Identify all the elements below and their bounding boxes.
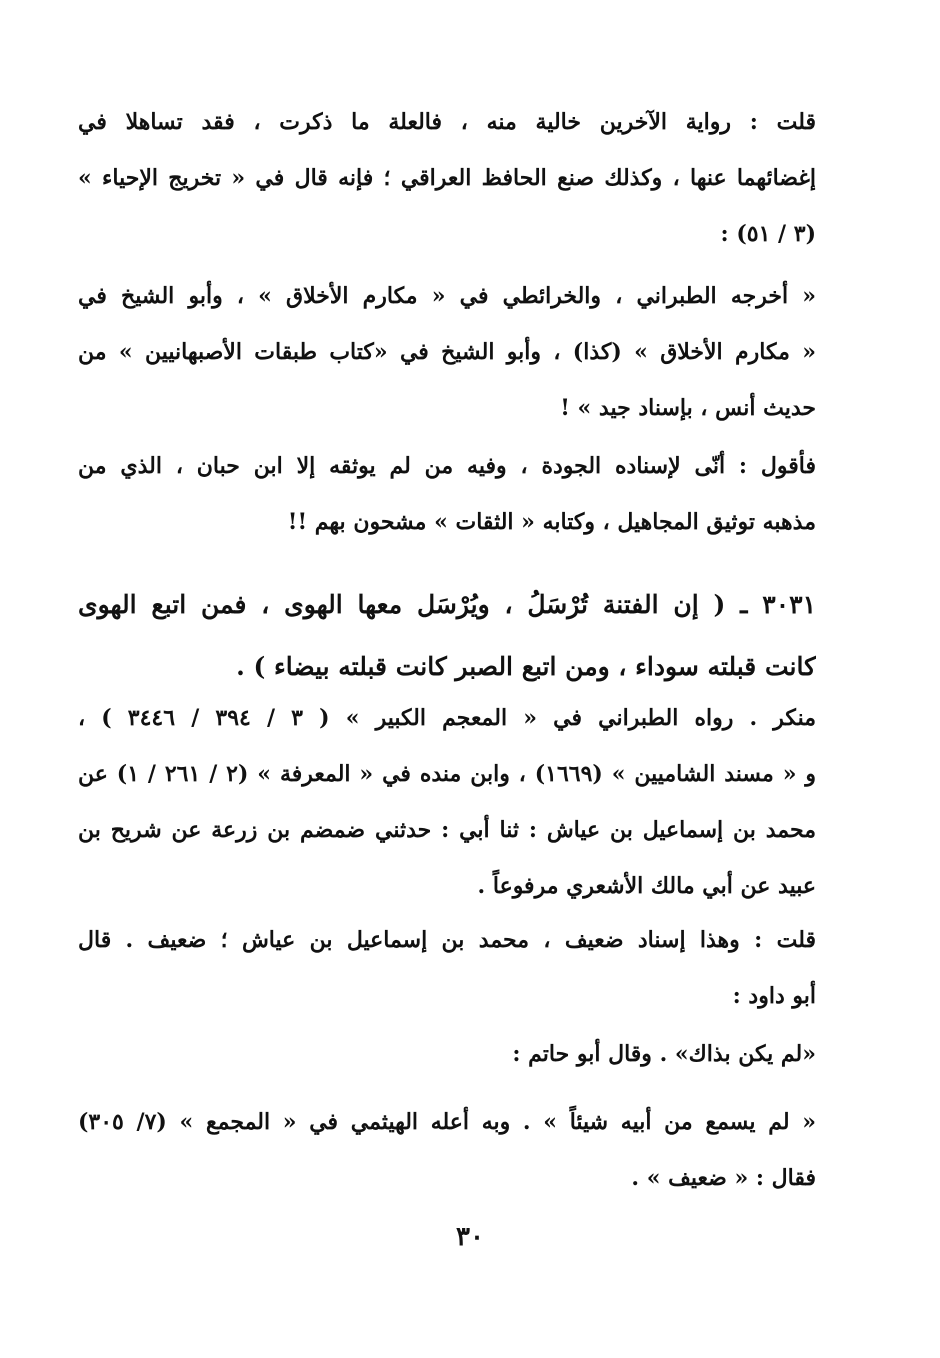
page-number: ٣٠ — [456, 1222, 484, 1252]
text-line: أبو داود : — [732, 983, 816, 1009]
paragraph-commentary-2 — [78, 438, 816, 550]
text-line: قلت : وهذا إسناد ضعيف ، محمد بن إسماعيل بن عياش ؛ ضعيف . قال — [78, 927, 816, 953]
text-line: « لم يسمع من أبيه شيئاً » . وبه أعله الهيثمي في « المجمع » (٧/ ٣٠٥) — [78, 1109, 816, 1135]
text-line: منكر . رواه الطبراني في « المعجم الكبير » ( ٣ / ٣٩٤ / ٣٤٤٦ ) ، — [78, 705, 816, 731]
text-line: « مكارم الأخلاق » (كذا) ، وأبو الشيخ في «كتاب طبقات الأصبهانيين » من — [78, 339, 816, 365]
hadith-heading — [78, 574, 816, 698]
text-line: (٣ / ٥١) : — [720, 221, 816, 247]
text-line: قلت : رواية الآخرين خالية منه ، فالعلة ما ذكرت ، فقد تساهلا في — [78, 109, 816, 135]
text-line: إغضائهما عنها ، وكذلك صنع الحافظ العراقي ؛ فإنه قال في « تخريج الإحياء » — [78, 165, 816, 191]
text-line: حديث أنس ، بإسناد جيد » ! — [560, 395, 816, 421]
hadith-line: كانت قبلته سوداء ، ومن اتبع الصبر كانت قبلته بيضاء ) . — [236, 652, 816, 681]
paragraph-commentary-3 — [78, 912, 816, 1024]
paragraph-quote-abu-dawud — [78, 1026, 816, 1082]
text-line: و « مسند الشاميين » (١٦٦٩) ، وابن منده في « المعرفة » (٢ / ٢٦١ / ١) عن — [78, 761, 816, 787]
paragraph-quotation — [78, 268, 816, 436]
text-line: مذهبه توثيق المجاهيل ، وكتابه « الثقات » مشحون بهم !! — [287, 509, 816, 535]
text-line: «لم يكن بذاك» . وقال أبو حاتم : — [512, 1041, 816, 1067]
paragraph-takhrij — [78, 690, 816, 914]
text-line: عبيد عن أبي مالك الأشعري مرفوعاً . — [477, 873, 816, 899]
paragraph-quote-abu-hatim — [78, 1094, 816, 1206]
paragraph-commentary-1 — [78, 94, 816, 262]
text-line: فأقول : أنّى لإسناده الجودة ، وفيه من لم يوثقه إلا ابن حبان ، الذي من — [78, 453, 816, 479]
hadith-line: ٣٠٣١ ـ ( إن الفتنة تُرْسَلُ ، ويُرْسَل معها الهوى ، فمن اتبع الهوى — [78, 590, 816, 619]
text-line: « أخرجه الطبراني ، والخرائطي في « مكارم الأخلاق » ، وأبو الشيخ في — [78, 283, 816, 309]
text-line: فقال : « ضعيف » . — [631, 1165, 816, 1191]
text-line: محمد بن إسماعيل بن عياش : ثنا أبي : حدثني ضمضم بن زرعة عن شريح بن — [78, 817, 816, 843]
